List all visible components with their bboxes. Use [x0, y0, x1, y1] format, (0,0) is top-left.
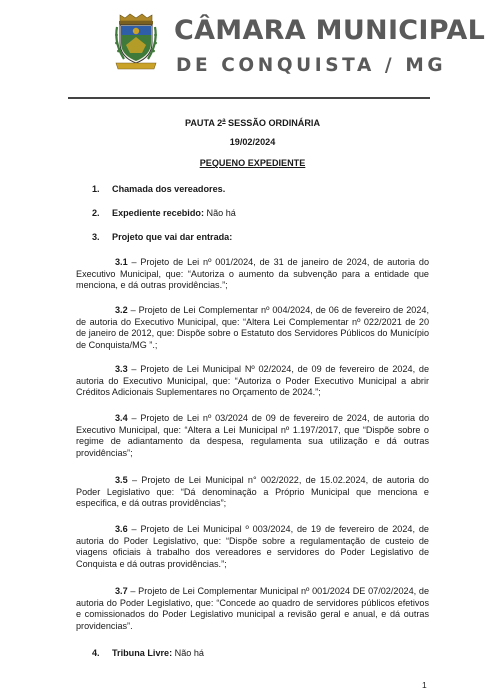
- item-value: Não há: [172, 648, 204, 658]
- item-number: 3.: [92, 232, 100, 242]
- project-text: – Projeto de Lei Municipal º 003/2024, de 19 de fevereiro de 2024, de autoria do Poder Legislativo, que: “Dispõe sobre a regulamentação de custeio de viagens oficiais à trabalho dos vereadores e servidores do Poder Legislativo de Conquista e dá outras providências.”;: [76, 524, 429, 570]
- project-text: – Projeto de Lei nº 001/2024, de 31 de janeiro de 2024, de autoria do Executivo Municipal, que: “Autoriza o aumento da subvenção para a entidade que menciona, e dá outras providências.”;: [76, 257, 429, 291]
- chamber-name: CÂMARA MUNICIPAL: [174, 15, 486, 46]
- project-text: – Projeto de Lei nº 03/2024 de 09 de fevereiro de 2024, de autoria do Executivo Municipal, que: “Altera a Lei Municipal nº 1.197/2017, que “Dispõe sobre o regime de adiantamento da despesa, regulamenta sua utilização e dá outras providências”;: [76, 413, 429, 459]
- project-3-1: [76, 257, 429, 292]
- section-title: PEQUENO EXPEDIENTE: [199, 158, 306, 168]
- project-text: – Projeto de Lei Complementar nº 004/2024, de 06 de fevereiro de 2024, de autoria do Executivo Municipal, que: “Altera Lei Complementar nº 022/2021 de 20 de janeiro de 2012, que: Dispõe sobre o Estatuto dos Servidores Públicos do Município de Conquista/MG ”.;: [76, 305, 429, 351]
- project-3-4: [76, 413, 429, 460]
- project-3-7: [76, 586, 429, 633]
- project-3-5: [76, 475, 429, 510]
- agenda-title: [76, 116, 429, 130]
- item-label: Chamada dos vereadores.: [112, 184, 226, 194]
- chamber-city: DE CONQUISTA / MG: [176, 55, 447, 76]
- project-number: 3.7: [115, 586, 128, 596]
- item-label: Projeto que vai dar entrada:: [112, 232, 233, 242]
- project-number: 3.5: [115, 475, 128, 485]
- session-date: 19/02/2024: [229, 137, 276, 147]
- project-text: – Projeto de Lei Municipal n° 002/2022, de 15.02.2024, de autoria do Poder Legislativo que: “Dá denominação a Próprio Municipal que menciona e especifica, e dá outras providências”;: [76, 475, 429, 509]
- letterhead: [0, 0, 495, 98]
- item-number: 4.: [92, 648, 100, 658]
- project-text: – Projeto de Lei Municipal Nº 02/2024, de 09 de fevereiro de 2024, de autoria do Executivo Municipal, que: “Autoriza o Poder Executivo Municipal a abrir Créditos Adicionais Suplementares no Orçamento de 2024.”;: [76, 364, 429, 398]
- item-label: Tribuna Livre:: [112, 648, 173, 658]
- project-text: – Projeto de Lei Complementar Municipal nº 001/2024 DE 07/02/2024, de autoria do Poder Legislativo, que: “Concede ao quadro de servidores públicos efetivos e comissionados do Poder Legislativo municipal a revisão geral e anual, e dá outras providencias”.: [76, 586, 429, 632]
- page-number: 1: [422, 680, 427, 690]
- agenda-title-suffix: SESSÃO ORDINÁRIA: [225, 118, 321, 129]
- item-number: 1.: [92, 184, 100, 194]
- project-3-6: [76, 524, 429, 571]
- agenda-title-prefix: PAUTA 2: [184, 118, 223, 129]
- project-number: 3.2: [115, 305, 128, 315]
- project-number: 3.1: [115, 257, 128, 267]
- project-3-3: [76, 364, 429, 399]
- header-divider: [68, 97, 430, 99]
- item-value: Não há: [203, 208, 236, 218]
- project-3-2: [76, 305, 429, 352]
- item-label: Expediente recebido:: [112, 208, 204, 218]
- item-number: 2.: [92, 208, 100, 218]
- agenda-title-ordinal: a: [222, 118, 226, 124]
- project-number: 3.6: [115, 524, 128, 534]
- municipal-seal-logo: [114, 13, 158, 71]
- project-number: 3.3: [115, 364, 128, 374]
- project-number: 3.4: [115, 413, 128, 423]
